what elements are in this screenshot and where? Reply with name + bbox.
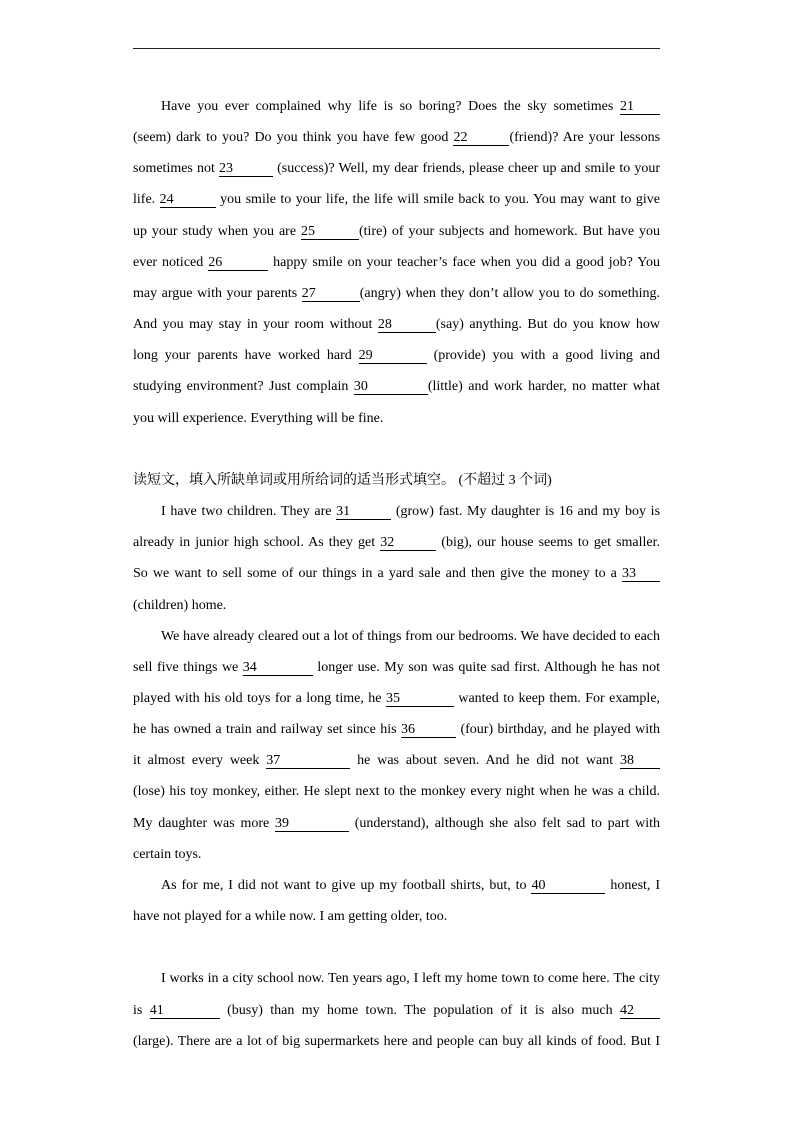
text-line	[133, 496, 660, 527]
page-content	[133, 91, 660, 1057]
line-text: (grow) fast. My daughter is 16 and my boy is	[395, 504, 661, 520]
blank-41: 41	[150, 1004, 220, 1019]
text-line	[133, 963, 660, 994]
line-text: (big), our house seems to get smaller.	[441, 535, 660, 551]
text-line	[133, 278, 660, 309]
text-line	[133, 621, 660, 652]
line-text: (large). There are a lot of big supermarkets here and people can buy all kinds of food. But I	[133, 1033, 660, 1049]
line-text: you will experience. Everything will be fine.	[133, 410, 384, 426]
blank-25: 25	[301, 225, 359, 240]
line-text: (little) and work harder, no matter what	[427, 379, 661, 395]
line-text: life.	[133, 192, 156, 208]
blank-22: 22	[453, 131, 509, 146]
line-text: he was about seven. And he did not want	[357, 753, 614, 769]
header-rule	[133, 48, 660, 49]
line-text: I have two children. They are	[161, 504, 332, 520]
text-line	[133, 590, 660, 621]
line-text: So we want to sell some of our things in a yard sale and then give the money to a	[133, 566, 617, 582]
line-text: long your parents have worked hard	[133, 348, 352, 364]
text-line	[133, 184, 660, 215]
line-text: (understand), although she also felt sad to part with	[354, 815, 661, 831]
line-text: (lose) his toy monkey, either. He slept next to the monkey every night when he was a child.	[133, 784, 660, 800]
line-text: played with his old toys for a long time, he	[133, 690, 382, 706]
line-text: wanted to keep them. For example,	[458, 690, 661, 706]
line-text: happy smile on your teacher’s face when you did a good job? You	[273, 254, 661, 270]
blank-29: 29	[359, 349, 427, 364]
text-line	[133, 309, 660, 340]
text-line	[133, 558, 660, 589]
blank-26: 26	[208, 256, 268, 271]
blank-31: 31	[336, 505, 391, 520]
line-text: sell five things we	[133, 659, 239, 675]
line-text: you smile to your life, the life will smile back to you. You may want to give	[220, 192, 661, 208]
blank-34: 34	[243, 661, 313, 676]
text-line	[133, 403, 660, 434]
line-text: As for me, I did not want to give up my football shirts, but, to	[161, 877, 527, 893]
line-text: (success)? Well, my dear friends, please cheer up and smile to your	[277, 161, 661, 177]
line-text: he has owned a train and railway set since his	[133, 722, 397, 738]
blank-39: 39	[275, 817, 349, 832]
line-text: (say) anything. But do you know how	[435, 317, 660, 333]
text-line	[133, 839, 660, 870]
line-text: certain toys.	[133, 846, 202, 862]
text-line	[133, 901, 660, 932]
text-line	[133, 870, 660, 901]
line-text: already in junior high school. As they get	[133, 535, 376, 551]
line-text: have not played for a while now. I am getting older, too.	[133, 909, 448, 925]
text-line	[133, 371, 660, 402]
line-text: is	[133, 1002, 143, 1018]
text-line	[133, 808, 660, 839]
text-line	[133, 745, 660, 776]
text-line	[133, 776, 660, 807]
blank-42: 42	[620, 1004, 660, 1019]
line-text: may argue with your parents	[133, 285, 298, 301]
blank-35: 35	[386, 692, 454, 707]
blank-32: 32	[380, 536, 436, 551]
blank-38: 38	[620, 754, 660, 769]
section-spacer	[133, 932, 660, 963]
line-text: (busy) than my home town. The population of it is also much	[227, 1002, 613, 1018]
text-line	[133, 216, 660, 247]
blank-28: 28	[378, 318, 436, 333]
text-line	[133, 714, 660, 745]
blank-30: 30	[354, 380, 428, 395]
line-text: honest, I	[610, 877, 661, 893]
line-text: studying environment? Just complain	[133, 379, 349, 395]
text-line	[133, 995, 660, 1026]
text-line	[133, 91, 660, 122]
line-text: it almost every week	[133, 753, 260, 769]
line-text: (seem) dark to you? Do you think you have few good	[133, 130, 449, 146]
text-line	[133, 683, 660, 714]
text-line	[133, 527, 660, 558]
line-text: (angry) when they don’t allow you to do something.	[359, 285, 660, 301]
blank-36: 36	[401, 723, 456, 738]
text-line	[133, 340, 660, 371]
line-text: up your study when you are	[133, 223, 297, 239]
line-text: I works in a city school now. Ten years ago, I left my home town to come here. The city	[161, 971, 660, 987]
section-instruction: 读短文，填入所缺单词或用所给词的适当形式填空。 (不超过 3 个词)	[133, 472, 552, 488]
blank-21: 21	[620, 100, 660, 115]
line-text: We have already cleared out a lot of things from our bedrooms. We have decided to each	[161, 628, 660, 644]
line-text: (friend)? Are your lessons	[509, 130, 661, 146]
text-line	[133, 122, 660, 153]
line-text: longer use. My son was quite sad first. Although he has not	[317, 659, 661, 675]
text-line	[133, 1026, 660, 1057]
line-text: (children) home.	[133, 597, 227, 613]
section-spacer	[133, 434, 660, 465]
line-text: sometimes not	[133, 161, 215, 177]
blank-33: 33	[622, 567, 660, 582]
blank-24: 24	[160, 193, 216, 208]
blank-40: 40	[531, 879, 605, 894]
blank-23: 23	[219, 162, 273, 177]
text-line	[133, 652, 660, 683]
line-text: Have you ever complained why life is so boring? Does the sky sometimes	[161, 99, 614, 114]
blank-37: 37	[266, 754, 350, 769]
blank-27: 27	[302, 287, 360, 302]
line-text: ever noticed	[133, 254, 204, 270]
line-text: (provide) you with a good living and	[433, 348, 661, 364]
line-text: (four) birthday, and he played with	[460, 722, 661, 738]
line-text: My daughter was more	[133, 815, 270, 831]
line-text: (tire) of your subjects and homework. But have you	[358, 223, 661, 239]
line-text: And you may stay in your room without	[133, 317, 373, 333]
text-line	[133, 153, 660, 184]
text-line	[133, 247, 660, 278]
